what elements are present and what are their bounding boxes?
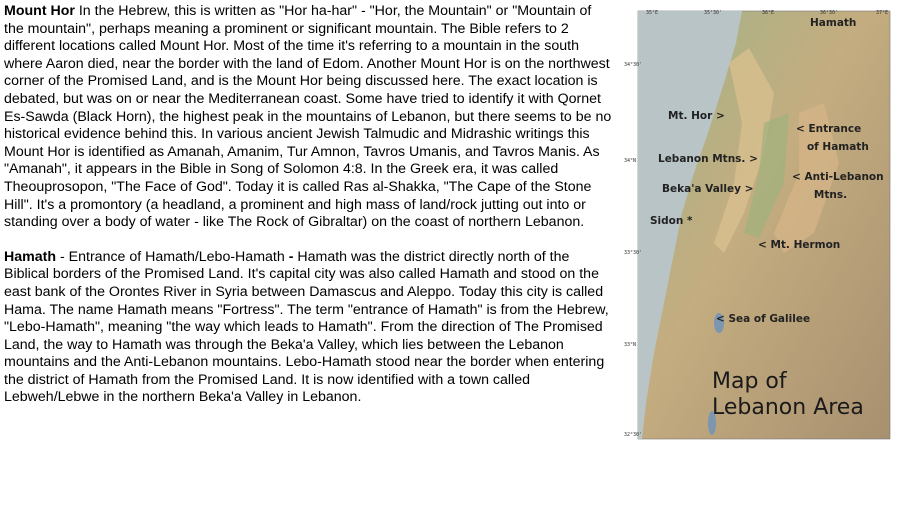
map-title: Map of Lebanon Area (712, 369, 864, 420)
map-tick-side: 34°30' (624, 62, 643, 68)
map-label-sidon: Sidon * (650, 215, 693, 227)
hamath-text: Hamath was the district directly north of the Biblical borders of the Promised Land. It's capital city was also called Hamath and stood on the east bank of the Orontes River in Syria between Damascus and Aleppo. Today this city is called Hama. The name Hamath means "Fortress". The term "entrance of Hamath" is from the Hebrew, "Lebo-Hamath", meaning "the way which leads to Hamath". From the direction of The Promised Land, the way to Hamath was through the Beka'a Valley, which lies between the Lebanon mountains and the Anti-Lebanon mountains. Lebo-Hamath stood near the border when entering the district of Hamath from the Promised Land. It is now identified with a town called Lebweh/Lebwe in the northern Beka'a Valley in Lebanon. (4, 248, 609, 406)
map-label-mt-hor: Mt. Hor > (668, 110, 725, 122)
map-tick-top: 36°30' (820, 10, 839, 16)
map-tick-side: 32°30' (624, 432, 643, 438)
map-tick-top: 35°E (646, 10, 659, 16)
hamath-separator: - (288, 248, 298, 265)
mount-hor-text: In the Hebrew, this is written as "Hor ha-har" - "Hor, the Mountain" or "Mountain of the mountain", perhaps meaning a prominent or significant mountain. The Bible refers to 2 different locations called Mount Hor. Most of the time it's referring to a mountain in the south where Aaron died, near the border with the land of Edom. Another Mount Hor is on the northwest corner of the Promised Land, and is the Mount Hor being discussed here. The exact location is debated, but was on or near the Mediterranean coast. Some have tried to identify it with Qornet Es-Sawda (Black Horn), the highest peak in the mountains of Lebanon, but there seems to be no historical evidence behind this. In various ancient Jewish Talmudic and Midrashic writings this Mount Hor is identified as Amanah, Amanim, Tur Amnon, Tavros Umanis, and Tavros Manis. As "Amanah", it appears in the Bible in Song of Solomon 4:8. In the Greek era, it was called Theouprosopon, "The Face of God". Today it is called Ras al-Shakka, "The Cape of the Stone Hill". It's a promontory (a headland, a prominent and high mass of land/rock jutting out into or standing over a body of water - like The Rock of Gibraltar) on the coast of northern Lebanon. (4, 3, 612, 231)
map-label-mt-hermon: < Mt. Hermon (758, 239, 841, 251)
map-tick-top: 35°30' (704, 10, 723, 16)
mount-hor-term: Mount Hor (4, 3, 75, 19)
map-tick-side: 34°N (624, 158, 637, 164)
map-tick-side: 33°30' (624, 250, 643, 256)
hamath-subtitle: - Entrance of Hamath/Lebo-Hamath (56, 248, 289, 265)
map-tick-top: 37°E (876, 10, 889, 16)
map-label-entrance-of-hamath: < Entrance of Hamath (796, 123, 869, 153)
lebanon-map (624, 3, 896, 443)
hamath-term: Hamath (4, 248, 57, 265)
map-label-hamath: Hamath (810, 17, 857, 29)
map-tick-top: 36°E (762, 10, 775, 16)
map-label-lebanon-mtns: Lebanon Mtns. > (658, 153, 758, 165)
map-tick-side: 33°N (624, 342, 637, 348)
article (4, 3, 896, 447)
map-label-anti-lebanon-mtns: < Anti-Lebanon Mtns. (792, 171, 884, 201)
map-label-bekaa-valley: Beka'a Valley > (662, 183, 754, 195)
map-label-sea-of-galilee: < Sea of Galilee (716, 313, 811, 325)
